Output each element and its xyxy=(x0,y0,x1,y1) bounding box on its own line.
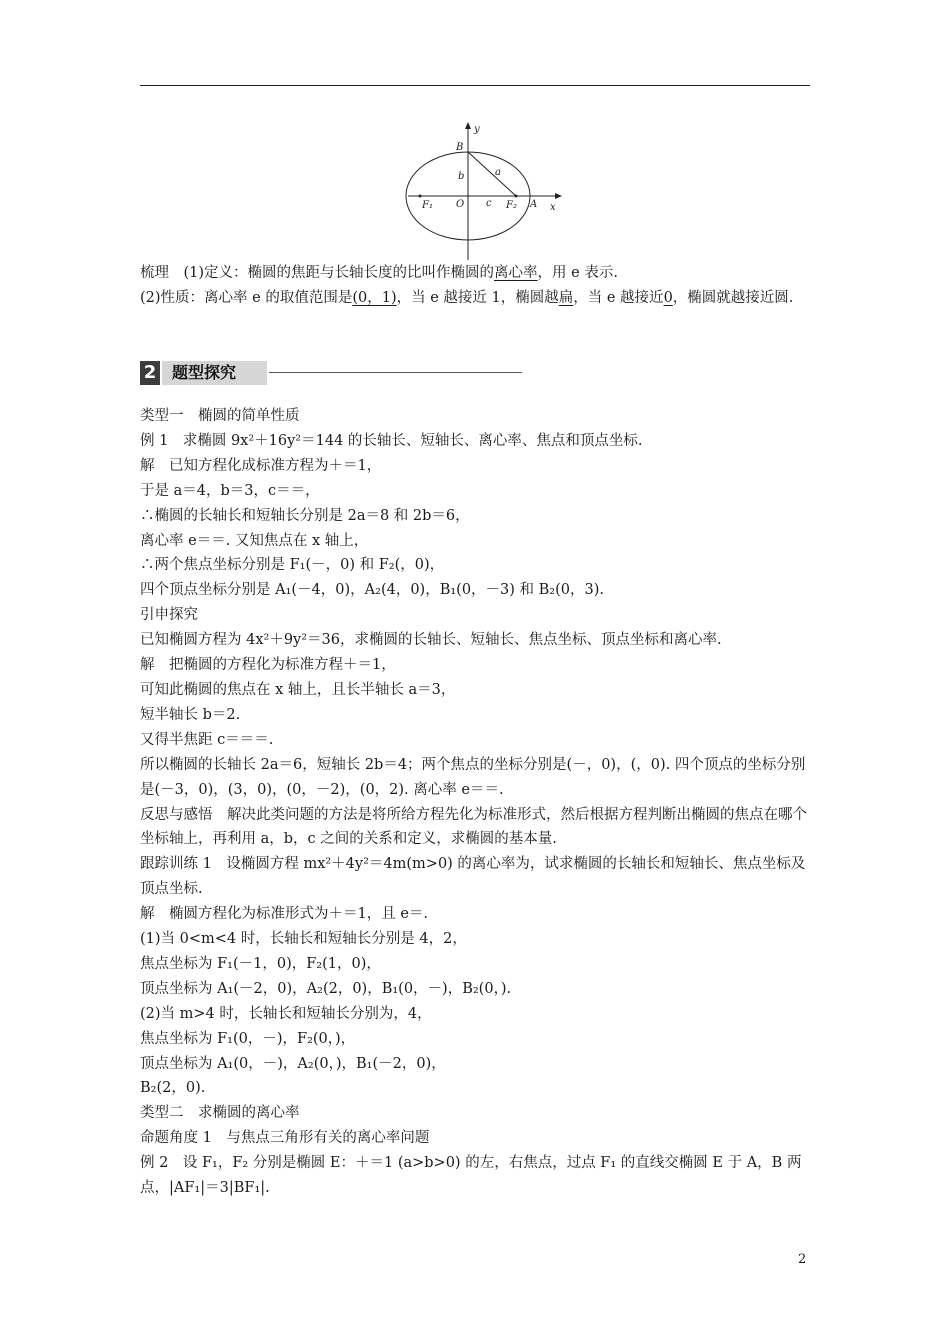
text-line: 焦点坐标为 F₁(0，－)，F₂(0，)， xyxy=(140,1030,356,1047)
text-line: 焦点坐标为 F₁(－1，0)，F₂(1，0)， xyxy=(140,955,381,972)
text-line: (1)当 0<m<4 时，长轴长和短轴长分别是 4，2， xyxy=(140,931,467,948)
label-B: B xyxy=(456,142,464,153)
text-line: 反思与感悟 解决此类问题的方法是将所给方程先化为标准形式，然后根据方程判断出椭圆的焦点在哪个坐标轴上，再利用 a，b，c 之间的关系和定义，求椭圆的基本量. xyxy=(140,806,807,848)
label-F2: F₂ xyxy=(506,200,517,211)
flat-underlined: 扁 xyxy=(558,290,574,306)
text-line: 命题角度 1 与焦点三角形有关的离心率问题 xyxy=(140,1130,430,1147)
text-line: ∴椭圆的长轴长和短轴长分别是 2a＝8 和 2b＝6， xyxy=(140,507,470,524)
text-line: ∴两个焦点坐标分别是 F₁(－，0) 和 F₂(，0)， xyxy=(140,557,445,574)
page-number: 2 xyxy=(798,1252,807,1267)
summary-property: (2)性质：离心率 e 的取值范围是(0，1)，当 e 越接近 1，椭圆越扁，当 e 越接近0，椭圆就越接近圆. xyxy=(140,290,794,306)
label-a: a xyxy=(495,167,501,178)
segment-BF2 xyxy=(468,152,516,196)
text-line: B₂(2，0). xyxy=(140,1080,206,1097)
text-line: 解 椭圆方程化为标准形式为＋＝1，且 e＝. xyxy=(140,906,429,923)
content-lines xyxy=(140,404,812,1201)
summary-definition: 梳理 (1)定义：椭圆的焦距与长轴长度的比叫作椭圆的离心率，用 e 表示. xyxy=(140,265,618,281)
text-line: 又得半焦距 c＝＝＝. xyxy=(140,731,274,748)
label-F1: F₁ xyxy=(422,200,433,211)
text-line: 于是 a＝4，b＝3，c＝＝， xyxy=(140,482,320,499)
term-eccentricity: 离心率 xyxy=(494,265,538,281)
text-line: 跟踪训练 1 设椭圆方程 mx²＋4y²＝4m(m>0) 的离心率为，试求椭圆的长轴长和短轴长、焦点坐标及顶点坐标. xyxy=(140,856,806,898)
label-x: x xyxy=(550,202,556,213)
text-line: 顶点坐标为 A₁(0，－)，A₂(0，)，B₁(－2，0)， xyxy=(140,1055,446,1072)
text-line: 类型二 求椭圆的离心率 xyxy=(140,1105,300,1122)
text-line: 例 2 设 F₁，F₂ 分别是椭圆 E：＋＝1 (a>b>0) 的左，右焦点，过点 F₁ 的直线交椭圆 E 于 A，B 两点，|AF₁|＝3|BF₁|. xyxy=(140,1155,802,1197)
focus-F1 xyxy=(419,195,422,198)
text-line: 可知此椭圆的焦点在 x 轴上，且长半轴长 a＝3， xyxy=(140,681,456,698)
y-axis-arrow xyxy=(465,122,471,129)
section-title: 题型探究 xyxy=(162,361,267,385)
text-line: 类型一 椭圆的简单性质 xyxy=(140,408,300,424)
x-axis-arrow xyxy=(555,193,562,199)
text-line: 解 把椭圆的方程化为标准方程＋＝1， xyxy=(140,657,396,674)
section-rule xyxy=(269,372,522,373)
range-underlined: (0，1) xyxy=(352,290,397,306)
text-line: (2)当 m>4 时，长轴长和短轴长分别为，4， xyxy=(140,1005,432,1022)
section-number: 2 xyxy=(140,361,160,385)
label-c: c xyxy=(486,198,492,209)
text-line: 所以椭圆的长轴长 2a＝6，短轴长 2b＝4；两个焦点的坐标分别是(－，0)，(，0). 四个顶点的坐标分别是(－3，0)，(3，0)，(0，－2)，(0，2). 离心率 e＝＝. xyxy=(140,756,806,798)
text-line: 四个顶点坐标分别是 A₁(－4，0)，A₂(4，0)，B₁(0，－3) 和 B₂(0，3). xyxy=(140,582,604,599)
label-y: y xyxy=(474,124,480,135)
text-line: 解 已知方程化成标准方程为＋＝1， xyxy=(140,457,382,474)
label-A: A xyxy=(530,199,538,210)
header-rule xyxy=(140,85,810,86)
label-O: O xyxy=(456,199,465,210)
text-line: 离心率 e＝＝. 又知焦点在 x 轴上， xyxy=(140,532,369,549)
focus-F2 xyxy=(515,195,518,198)
text-line: 顶点坐标为 A₁(－2，0)，A₂(2，0)，B₁(0，－)，B₂(0，). xyxy=(140,980,512,997)
text-line: 例 1 求椭圆 9x²＋16y²＝144 的长轴长、短轴长、离心率、焦点和顶点坐标. xyxy=(140,432,643,449)
zero-underlined: 0 xyxy=(663,290,673,306)
ellipse-figure xyxy=(400,120,565,260)
text-line: 已知椭圆方程为 4x²＋9y²＝36，求椭圆的长轴长、短轴长、焦点坐标、顶点坐标和离心率. xyxy=(140,632,722,649)
label-b: b xyxy=(458,171,465,182)
section-header xyxy=(140,360,522,386)
text-line: 引申探究 xyxy=(140,607,198,624)
text-line: 短半轴长 b＝2. xyxy=(140,706,241,723)
